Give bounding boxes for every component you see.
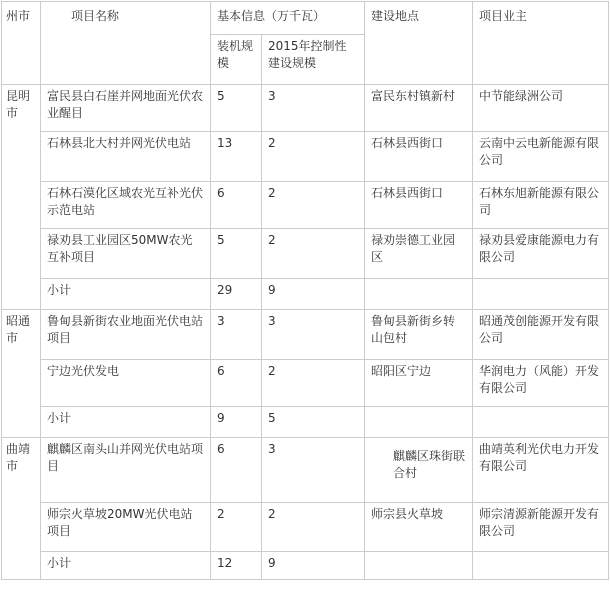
header-location: 建设地点 bbox=[365, 2, 473, 85]
subtotal-label: 小计 bbox=[41, 552, 211, 580]
subtotal-installed: 29 bbox=[211, 279, 262, 310]
empty-cell bbox=[473, 552, 609, 580]
subtotal-installed: 9 bbox=[211, 407, 262, 438]
project-name: 麒麟区南头山并网光伏电站项目 bbox=[41, 438, 211, 503]
subtotal-controlled: 5 bbox=[262, 407, 365, 438]
owner: 中节能绿洲公司 bbox=[473, 85, 609, 132]
city-cell: 昭通市 bbox=[2, 310, 41, 438]
installed-value: 2 bbox=[211, 503, 262, 552]
project-name: 鲁甸县新街农业地面光伏电站项目 bbox=[41, 310, 211, 360]
controlled-value: 3 bbox=[262, 85, 365, 132]
project-name: 石林县北大村并网光伏电站 bbox=[41, 132, 211, 182]
installed-value: 5 bbox=[211, 229, 262, 279]
owner: 云南中云电新能源有限公司 bbox=[473, 132, 609, 182]
header-basic-info: 基本信息（万千瓦） bbox=[211, 2, 365, 35]
project-name: 师宗火草坡20MW光伏电站项目 bbox=[41, 503, 211, 552]
installed-value: 6 bbox=[211, 182, 262, 229]
project-name: 禄劝县工业园区50MW农光互补项目 bbox=[41, 229, 211, 279]
installed-value: 5 bbox=[211, 85, 262, 132]
header-project-name: 项目名称 bbox=[41, 2, 211, 85]
location: 石林县西街口 bbox=[365, 182, 473, 229]
empty-cell bbox=[365, 279, 473, 310]
subtotal-label: 小计 bbox=[41, 407, 211, 438]
location: 石林县西街口 bbox=[365, 132, 473, 182]
location: 麒麟区珠街联合村 bbox=[365, 438, 473, 503]
subtotal-controlled: 9 bbox=[262, 552, 365, 580]
empty-cell bbox=[473, 407, 609, 438]
installed-value: 6 bbox=[211, 438, 262, 503]
location: 昭阳区宁边 bbox=[365, 360, 473, 407]
city-cell: 昆明市 bbox=[2, 85, 41, 310]
installed-value: 6 bbox=[211, 360, 262, 407]
header-installed: 装机规模 bbox=[211, 35, 262, 85]
owner: 华润电力（风能）开发有限公司 bbox=[473, 360, 609, 407]
header-owner: 项目业主 bbox=[473, 2, 609, 85]
empty-cell bbox=[473, 279, 609, 310]
controlled-value: 3 bbox=[262, 310, 365, 360]
empty-cell bbox=[365, 552, 473, 580]
header-controlled: 2015年控制性建设规模 bbox=[262, 35, 365, 85]
subtotal-controlled: 9 bbox=[262, 279, 365, 310]
controlled-value: 3 bbox=[262, 438, 365, 503]
owner: 禄劝县爱康能源电力有限公司 bbox=[473, 229, 609, 279]
header-city: 州市 bbox=[2, 2, 41, 85]
empty-cell bbox=[365, 407, 473, 438]
controlled-value: 2 bbox=[262, 132, 365, 182]
project-name: 石林石漠化区域农光互补光伏示范电站 bbox=[41, 182, 211, 229]
location: 禄劝崇德工业园区 bbox=[365, 229, 473, 279]
installed-value: 3 bbox=[211, 310, 262, 360]
owner: 曲靖英利光伏电力开发有限公司 bbox=[473, 438, 609, 503]
city-cell: 曲靖市 bbox=[2, 438, 41, 580]
subtotal-label: 小计 bbox=[41, 279, 211, 310]
subtotal-installed: 12 bbox=[211, 552, 262, 580]
controlled-value: 2 bbox=[262, 360, 365, 407]
location: 鲁甸县新街乡转山包村 bbox=[365, 310, 473, 360]
location: 富民东村镇新村 bbox=[365, 85, 473, 132]
controlled-value: 2 bbox=[262, 229, 365, 279]
project-name: 宁边光伏发电 bbox=[41, 360, 211, 407]
owner: 石林东旭新能源有限公司 bbox=[473, 182, 609, 229]
controlled-value: 2 bbox=[262, 182, 365, 229]
location: 师宗县火草坡 bbox=[365, 503, 473, 552]
owner: 昭通茂创能源开发有限公司 bbox=[473, 310, 609, 360]
controlled-value: 2 bbox=[262, 503, 365, 552]
solar-projects-table bbox=[1, 1, 609, 580]
project-name: 富民县白石崖并网地面光伏农业醒目 bbox=[41, 85, 211, 132]
installed-value: 13 bbox=[211, 132, 262, 182]
owner: 师宗清源新能源开发有限公司 bbox=[473, 503, 609, 552]
